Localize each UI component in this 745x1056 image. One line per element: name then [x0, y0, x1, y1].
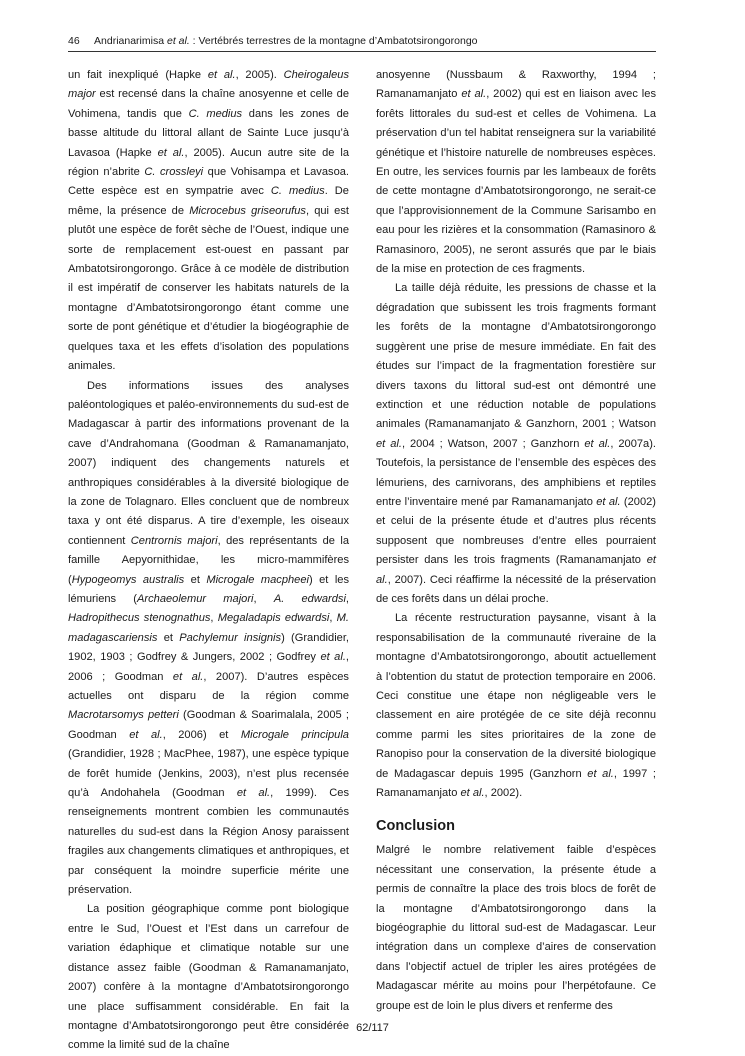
conclusion-paragraph: Malgré le nombre relativement faible d’espèces nécessitant une conservation, la présente étude a permis de connaître la place des trois blocs de forêt de la montagne d’Ambatotsirongorongo dans la biogéographie du littoral sud-est de Madagascar. Leur intégration dans un complexe d’aires de conservation dans l’objectif actuel de tripler les aires protégées de Madagascar mérite au moins pour l’herpétofaune. Ce groupe est de loin le plus divers et renferme des	[376, 844, 656, 1012]
conclusion-heading: Conclusion	[376, 818, 455, 835]
left-column	[68, 66, 349, 1056]
right-column	[376, 66, 656, 1016]
right-paragraph-3: La récente restructuration paysanne, visant à la responsabilisation de la communauté riveraine de la montagne d’Ambatotsirongorongo, aboutit actuellement à l’obtention du statut de protection temporaire en 2006. Ceci constitue une étape non négligeable vers le classement en aire protégée de ce site déjà reconnu comme parmi les sites prioritaires de la zone de Ranopiso pour la conservation de la diversité biologique de Madagascar depuis 1995 (Ganzhorn et al., 1997 ; Ramanamanjato et al., 2002).	[376, 612, 656, 800]
left-paragraph-1: un fait inexpliqué (Hapke et al., 2005). Cheirogaleus major est recensé dans la chaîne anosyenne et celle de Vohimena, tandis que C. medius dans les zones de basse altitude du littoral allant de Sainte Luce jusqu’à Lavasoa (Hapke et al., 2005). Aucun autre site de la région n’abrite C. crossleyi que Vohisampa et Lavasoa. Cette espèce est en sympatrie avec C. medius. De même, la présence de Microcebus griseorufus, qui est plutôt une espèce de forêt sèche de l’Ouest, indique une sorte de remplacement est-ouest en passant par Ambatotsirongorongo. Grâce à ce modèle de distribution il est impératif de conserver les habitats naturels de la montagne d’Ambatotsirongorongo étant comme une sorte de pont génétique et d’étudier la biogéographie de quelques taxa et les effets d’isolation des populations animales.	[68, 69, 349, 373]
header-running-title: Andrianarimisa et al. : Vertébrés terrestres de la montagne d’Ambatotsirongorongo	[94, 35, 478, 47]
page-footer: 62/117	[356, 1022, 389, 1034]
right-paragraph-1: anosyenne (Nussbaum & Raxworthy, 1994 ; Ramanamanjato et al., 2002) qui est en liaison avec les forêts littorales du sud-est et celles de Vohimena. La préservation d’un tel habitat renseignera sur la variabilité génétique et l’histoire naturelle de nombreuses espèces. En outre, les services fournis par les lambeaux de forêts de cette montagne d’Ambatotsirongorongo, ne serait-ce que l’approvisionnement de la Commune Sarisambo en eau pour les rizières et la consommation (Ramasinoro & Ramasinoro, 2005), ne seront assurés que par le biais de la mise en protection de ces fragments.	[376, 69, 656, 276]
header-page-number: 46	[68, 35, 80, 47]
left-paragraph-2: Des informations issues des analyses paléontologiques et paléo-environnements du sud-est de Madagascar à partir des informations provenant de la cave d’Andrahomana (Goodman & Ramanamanjato, 2007) indiquent des changements naturels et anthropiques considérables à la diversité biologique de la zone de Tolagnaro. Elles concluent que de nombreux taxa y ont été disparus. A tire d’exemple, les oiseaux contiennent Centrornis majori, des représentants de la famille Aepyornithidae, les micro-mammifères (Hypogeomys australis et Microgale macpheei) et les lémuriens (Archaeolemur majori, A. edwardsi, Hadropithecus stenognathus, Megaladapis edwardsi, M. madagascariensis et Pachylemur insignis) (Grandidier, 1902, 1903 ; Godfrey & Jungers, 2002 ; Godfrey et al., 2006 ; Goodman et al., 2007). D’autres espèces actuelles ont disparu de la région comme Macrotarsomys petteri (Goodman & Soarimalala, 2005 ; Goodman et al., 2006) et Microgale principula (Grandidier, 1928 ; MacPhee, 1987), une espèce typique de forêt humide (Jenkins, 2003), n’est plus recensée qu’à Andohahela (Goodman et al., 1999). Ces renseignements montrent combien les communautés naturelles du sud-est dans la Région Anosy paraissent fragiles aux changements climatiques et anthropiques, et par conséquent la moindre superficie mérite une préservation.	[68, 379, 349, 897]
running-header	[68, 34, 656, 48]
header-rule	[68, 51, 656, 52]
right-paragraph-2: La taille déjà réduite, les pressions de chasse et la dégradation que subissent les trois fragments formant les forêts de la montagne d’Ambatotsirongorongo suggèrent une prise de mesure immédiate. En fait des études sur l’impact de la fragmentation forestière sur divers taxons du littoral sud-est ont démontré une extinction et une réduction notable de populations animales (Ramanamanjato & Ganzhorn, 2001 ; Watson et al., 2004 ; Watson, 2007 ; Ganzhorn et al., 2007a). Toutefois, la persistance de l’ensemble des espèces des lémuriens, des carnivorans, des amphibiens et reptiles entre l’inventaire mené par Ramanamanjato et al. (2002) et celui de la présente étude et d’autres plus récents supposent que nombreuses d’entre elles pourraient persister dans les trois fragments (Ramanamanjato et al., 2007). Ceci réaffirme la nécessité de la préservation de ces forêts dans un délai proche.	[376, 282, 656, 605]
left-paragraph-3: La position géographique comme pont biologique entre le Sud, l’Ouest et l’Est dans un carrefour de variation édaphique et climatique notable sur une distance assez faible (Goodman & Ramanamanjato, 2007) confère à la montagne d’Ambatotsirongorongo une place suffisamment considérable. En fait la montagne d’Ambatotsirongorongo peut être considérée comme la limité sud de la chaîne	[68, 903, 349, 1052]
